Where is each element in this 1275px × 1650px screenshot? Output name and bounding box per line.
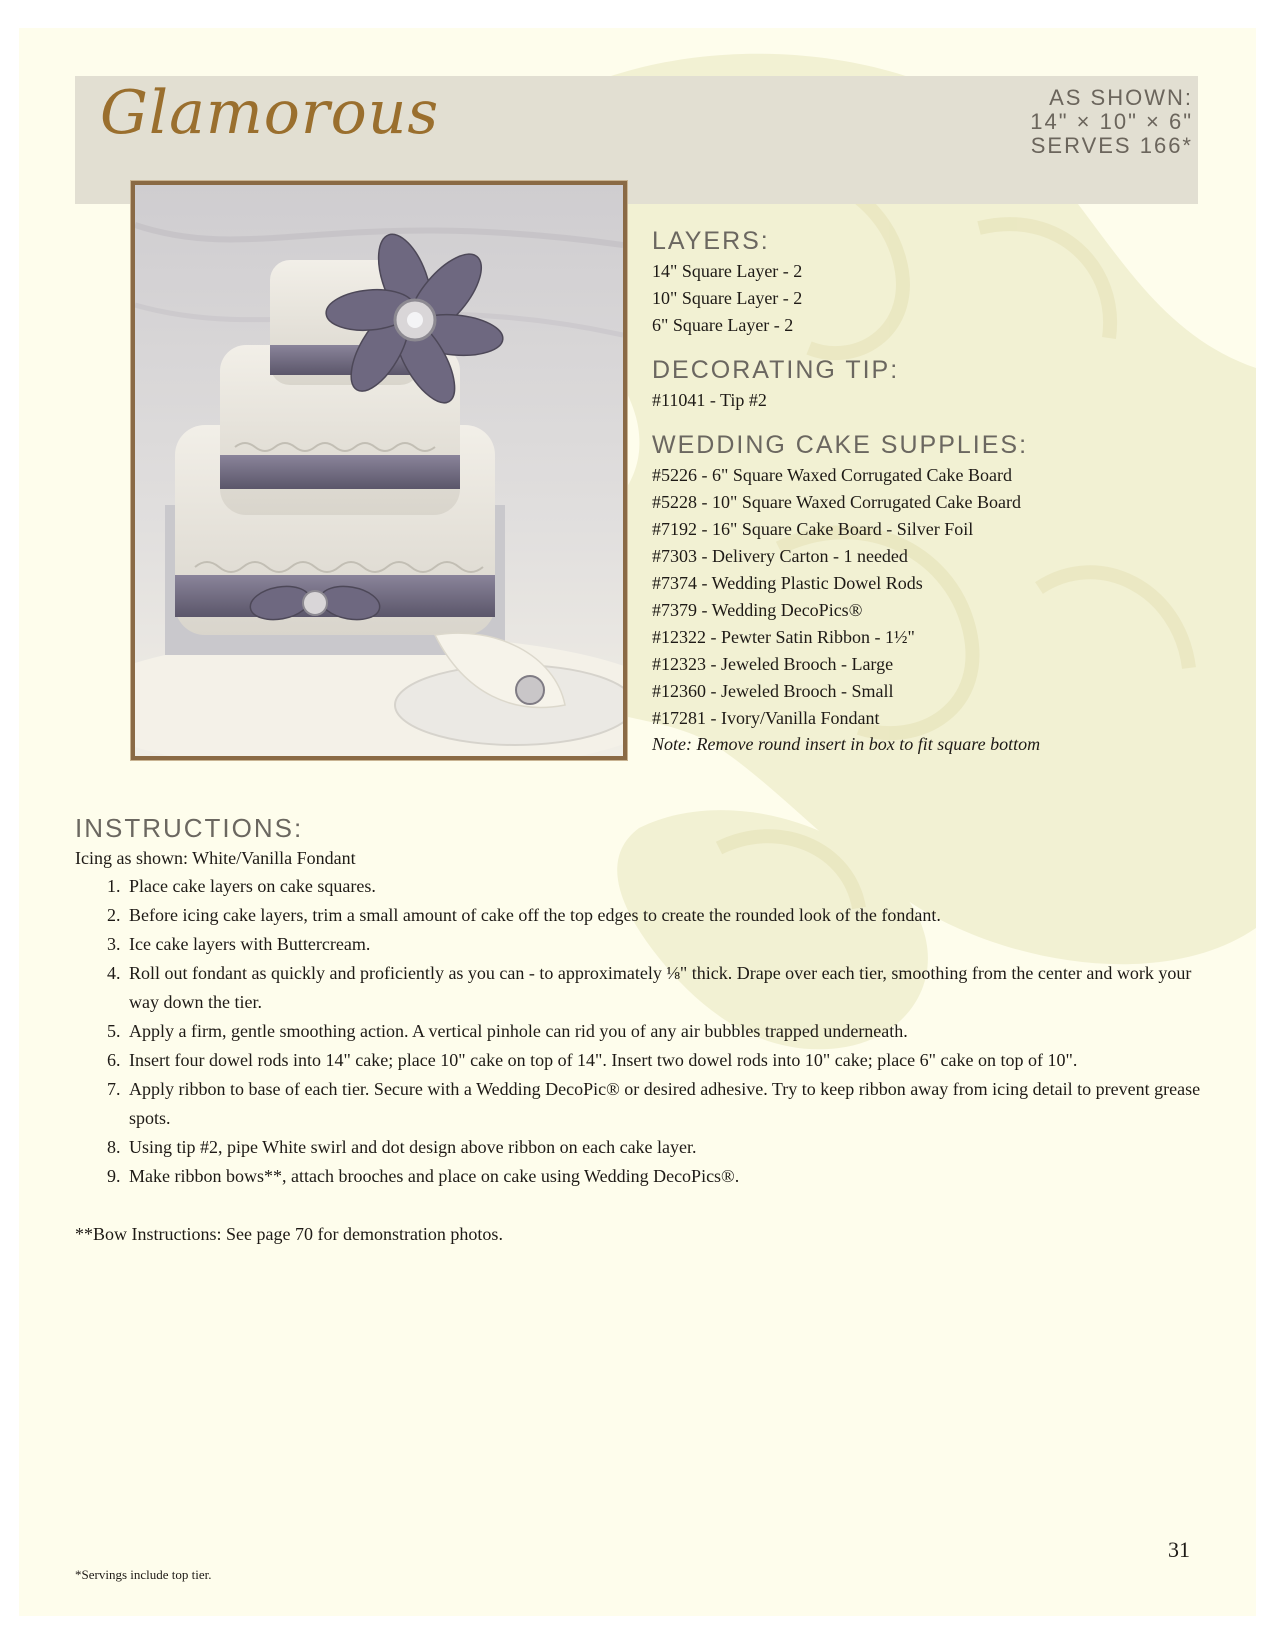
list-item: #12360 - Jeweled Brooch - Small: [652, 681, 894, 701]
instructions-section: [75, 812, 1205, 1248]
instruction-step: 9. Make ribbon bows**, attach brooches and place on cake using Wedding DecoPics®.: [125, 1162, 1205, 1191]
instruction-steps: [75, 872, 1205, 1191]
cake-photo: [131, 181, 627, 760]
list-item: #7379 - Wedding DecoPics®: [652, 600, 863, 620]
instruction-step: 5. Apply a firm, gentle smoothing action. A vertical pinhole can rid you of any air bubbles trapped underneath.: [125, 1017, 1205, 1046]
icing-line: Icing as shown: White/Vanilla Fondant: [75, 848, 356, 868]
decorating-tip-heading: DECORATING TIP:: [652, 356, 900, 384]
instructions-heading: INSTRUCTIONS:: [75, 813, 304, 843]
cake-dimensions: 14" × 10" × 6": [1030, 109, 1193, 134]
instruction-step: 8. Using tip #2, pipe White swirl and dot design above ribbon on each cake layer.: [125, 1133, 1205, 1162]
layers-heading: LAYERS:: [652, 227, 770, 255]
list-item: 6" Square Layer - 2: [652, 315, 794, 335]
list-item: #5228 - 10" Square Waxed Corrugated Cake Board: [652, 492, 1021, 512]
supplies-column: [652, 226, 1212, 772]
supplies-heading: WEDDING CAKE SUPPLIES:: [652, 431, 1029, 459]
list-item: #11041 - Tip #2: [652, 390, 767, 410]
as-shown-label: AS SHOWN:: [1049, 85, 1193, 110]
servings: SERVES 166*: [1030, 133, 1193, 158]
as-shown-info: [1030, 86, 1193, 158]
instruction-step: 7. Apply ribbon to base of each tier. Secure with a Wedding DecoPic® or desired adhesive. Try to keep ribbon away from icing detail to prevent grease spots.: [125, 1075, 1205, 1133]
instruction-step: 1. Place cake layers on cake squares.: [125, 872, 1205, 901]
instruction-step: 4. Roll out fondant as quickly and proficiently as you can - to approximately ⅛" thick. Drape over each tier, smoothing from the center and work your way down the tier.: [125, 959, 1205, 1017]
layers-section: [652, 226, 1212, 339]
list-item: #12322 - Pewter Satin Ribbon - 1½": [652, 627, 915, 647]
list-item: 14" Square Layer - 2: [652, 261, 803, 281]
instruction-step: 2. Before icing cake layers, trim a small amount of cake off the top edges to create the rounded look of the fondant.: [125, 901, 1205, 930]
bow-instructions-note: **Bow Instructions: See page 70 for demonstration photos.: [75, 1224, 503, 1244]
page-number: 31: [1168, 1537, 1190, 1562]
list-item: #7303 - Delivery Carton - 1 needed: [652, 546, 908, 566]
instruction-step: 6. Insert four dowel rods into 14" cake; place 10" cake on top of 14". Insert two dowel rods into 10" cake; place 6" cake on top of 10".: [125, 1046, 1205, 1075]
list-item: 10" Square Layer - 2: [652, 288, 803, 308]
list-item: #5226 - 6" Square Waxed Corrugated Cake Board: [652, 465, 1012, 485]
servings-footnote: *Servings include top tier.: [75, 1567, 212, 1582]
supplies-note: Note: Remove round insert in box to fit square bottom: [652, 734, 1041, 754]
list-item: #7192 - 16" Square Cake Board - Silver Foil: [652, 519, 974, 539]
list-item: #12323 - Jeweled Brooch - Large: [652, 654, 894, 674]
list-item: #7374 - Wedding Plastic Dowel Rods: [652, 573, 923, 593]
instruction-step: 3. Ice cake layers with Buttercream.: [125, 930, 1205, 959]
page-title: Glamorous: [100, 78, 440, 148]
decorating-tip-section: [652, 355, 1212, 414]
supplies-section: [652, 430, 1212, 756]
list-item: #17281 - Ivory/Vanilla Fondant: [652, 708, 880, 728]
